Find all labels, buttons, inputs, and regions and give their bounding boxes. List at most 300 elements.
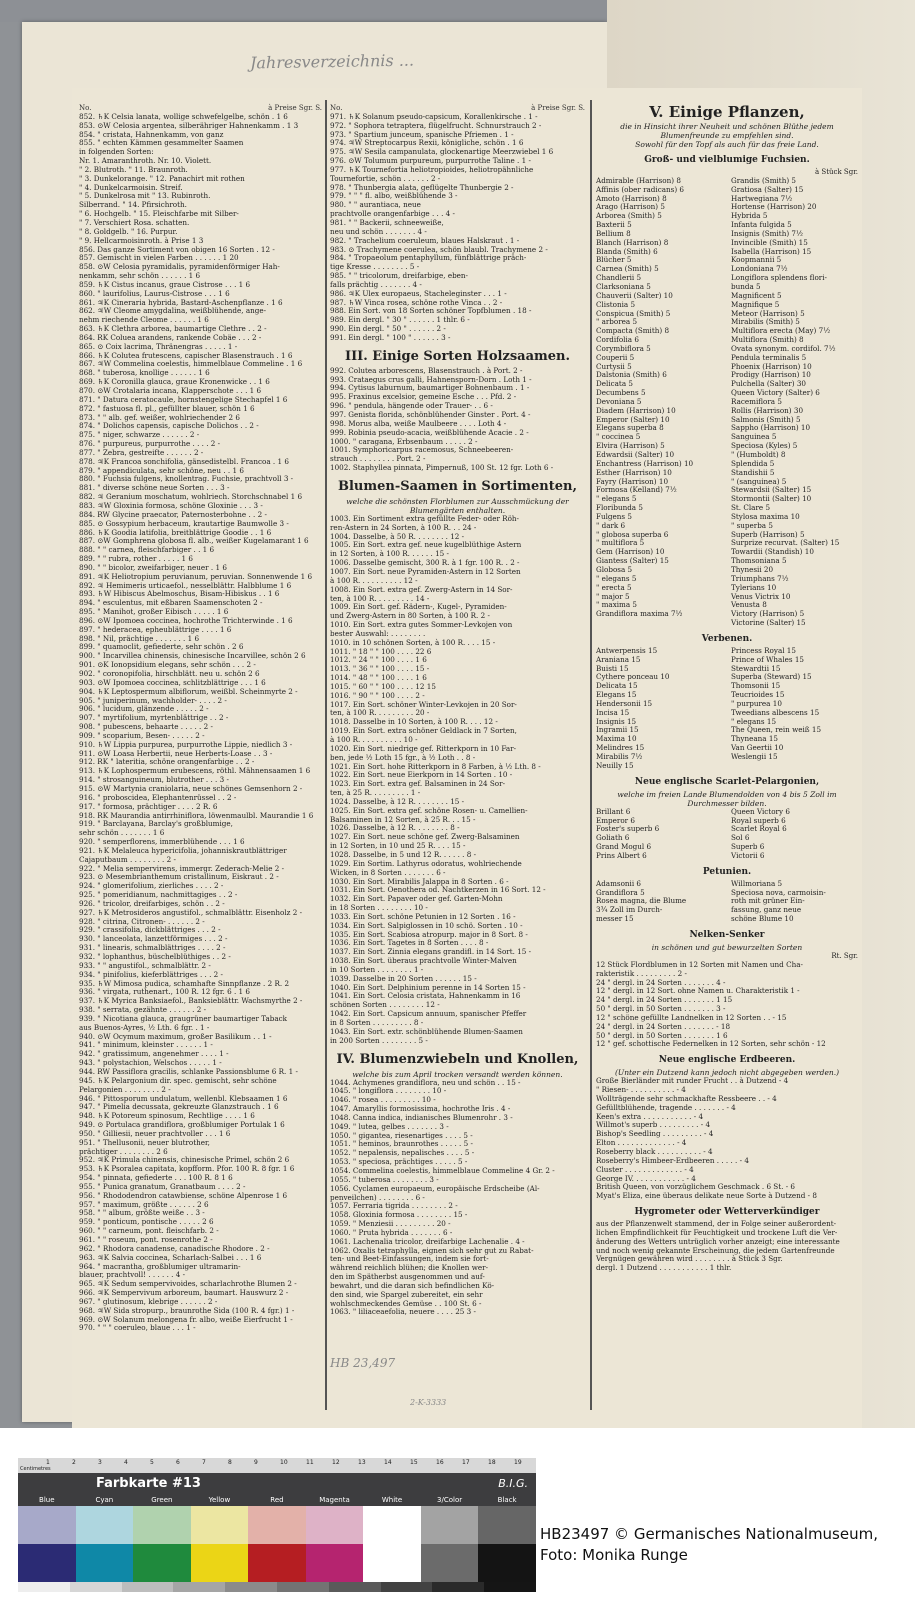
catalog-line: Maxima 10 bbox=[596, 734, 637, 744]
catalog-line: 1010. Ein Sort. extra gutes Sommer-Levkojen von bbox=[330, 620, 513, 630]
catalog-line: 988. Ein Sort. von 18 Sorten schöner Topfblumen . 18 - bbox=[330, 306, 532, 316]
catalog-line: 1048. Canna indica, indianisches Blumenrohr . 3 - bbox=[330, 1112, 513, 1122]
catalog-line: Nr. 1. Amaranthroth. Nr. 10. Violett. bbox=[79, 156, 212, 166]
catalog-line: 986. ♃K Ulex europaeus, Stacheleginster . . . 1 - bbox=[330, 288, 507, 298]
catalog-line: Melindres 15 bbox=[596, 743, 645, 753]
swatch-gray bbox=[432, 1582, 484, 1592]
catalog-line: Brillant 6 bbox=[596, 806, 631, 816]
fuchsien-right bbox=[731, 177, 858, 628]
ruler-tick-label: 2 bbox=[72, 1459, 76, 1466]
catalog-line: 1022. Ein Sort. neue Eierkporn in 14 Sorten . 10 - bbox=[330, 770, 513, 780]
catalog-line: Superba (Steward) 15 bbox=[731, 672, 812, 682]
catalog-line: 1016. " 90 " " 100 . . . . 2 - bbox=[330, 690, 425, 700]
catalog-line: " 8. Goldgelb. " 16. Purpur. bbox=[79, 226, 178, 236]
swatch-gray bbox=[329, 1582, 381, 1592]
section-4-title: IV. Blumenzwiebeln und Knollen, bbox=[336, 1051, 579, 1067]
catalog-line: Dalstonia (Smith) 6 bbox=[596, 370, 667, 380]
catalog-line: Teucrioides 15 bbox=[731, 690, 785, 700]
catalog-line: penveilchen) . . . . . . . . 6 - bbox=[330, 1192, 425, 1202]
catalog-line: Van Geertii 10 bbox=[731, 743, 784, 753]
swatch-label: Red bbox=[270, 1496, 284, 1504]
section-3-title: III. Einige Sorten Holzsaamen. bbox=[344, 348, 571, 364]
catalog-line: Admirable (Harrison) 8 bbox=[596, 175, 681, 185]
catalog-line: bunda 5 bbox=[731, 281, 761, 291]
catalog-line: Multiflora (Smith) 8 bbox=[731, 335, 804, 345]
catalog-line: Arborea (Smith) 5 bbox=[596, 211, 662, 221]
catalog-line: Hortense (Harrison) 20 bbox=[731, 202, 817, 212]
catalog-line: 890. " " bicolor, zweifarbiger, neuer . 1 6 bbox=[79, 562, 227, 572]
catalog-line: The Queen, rein weiß 15 bbox=[731, 725, 822, 735]
catalog-line: in 8 Sorten . . . . . . . . . 8 - bbox=[330, 1018, 424, 1027]
catalog-line: Enchantress (Harrison) 10 bbox=[596, 458, 694, 468]
catalog-line: 1025. Ein Sort. extra gef. schöne Rosen- u. Camellien- bbox=[330, 805, 528, 815]
catalog-line: Buisti 15 bbox=[596, 663, 629, 673]
catalog-line: Londoniana 7½ bbox=[731, 264, 788, 274]
catalog-line: 887. ⊙W Gomphrena globosa fl. alb., weißer Kugelamarant 1 6 bbox=[79, 536, 309, 546]
catalog-line: 917. " formosa, prächtiger . . . . 2 R. 6 bbox=[79, 801, 218, 811]
catalog-line: Thomsoniana 5 bbox=[731, 556, 787, 566]
catalog-line: Keen's extra . . . . . . . . . . . - 4 bbox=[596, 1111, 704, 1121]
swatch-row-light bbox=[18, 1506, 536, 1544]
catalog-line: 969. ⊙W Solanum melongena fr. albo, weiße Eierfrucht 1 - bbox=[79, 1314, 293, 1324]
swatch-gray bbox=[484, 1582, 536, 1592]
catalog-line: " 2. Blutroth. " 11. Braunroth. bbox=[79, 164, 188, 174]
catalog-line: St. Clare 5 bbox=[731, 503, 771, 513]
catalog-line: Ingramii 15 bbox=[596, 725, 639, 735]
catalog-line: änderung des Wetters untrüglich vorher anzeigt; eine interessante bbox=[596, 1236, 840, 1246]
catalog-line: 944. RW Passiflora gracilis, schlanke Passionsblume 6 R. 1 - bbox=[79, 1066, 298, 1076]
swatch-dark bbox=[306, 1544, 364, 1582]
catalog-line: in 12 Sorten, à 100 R. . . . . . 15 - bbox=[330, 549, 449, 559]
catalog-line: Blücher 5 bbox=[596, 255, 632, 265]
catalog-line: 1012. " 24 " " 100 . . . . 1 6 bbox=[330, 655, 427, 665]
credit-line-2: Foto: Monika Runge bbox=[540, 1546, 688, 1564]
catalog-line: 1006. Dasselbe gemischt, 300 R. à 1 fgr. 100 R. . 2 - bbox=[330, 558, 520, 568]
swatch-label: Cyan bbox=[95, 1496, 114, 1504]
catalog-line: 939. " Nicotiana glauca, graugrüner baumartiger Taback bbox=[79, 1013, 288, 1023]
catalog-line: strauch . . . . . . . . Port. 2 - bbox=[330, 454, 426, 464]
catalog-line: 881. " diverse schöne neue Sorten . . . 3 - bbox=[79, 483, 230, 493]
catalog-line: 979. " " " fl. albo, weißblühende 3 - bbox=[330, 191, 458, 201]
catalog-line: Emperor 6 bbox=[596, 815, 635, 825]
catalog-line: Magnificent 5 bbox=[731, 290, 782, 300]
ruler-tick-label: 5 bbox=[150, 1459, 154, 1466]
swatch-labels bbox=[18, 1495, 536, 1506]
catalog-line: 1046. " rosea . . . . . . . . . 10 - bbox=[330, 1095, 436, 1105]
catalog-line: Esther (Harrison) 10 bbox=[596, 467, 672, 477]
catalog-line: ten, à 100 R. . . . . . . . . 20 - bbox=[330, 708, 430, 718]
catalog-line: 1037. Ein Sort. Zinnia elegans grandifl. in 14 Sort. 15 - bbox=[330, 947, 532, 957]
catalog-line: 877. " Zebra, gestreifte . . . . . . 2 - bbox=[79, 447, 204, 457]
catalog-line: 1027. Ein Sort. neue schöne gef. Zwerg-Balsaminen bbox=[330, 832, 520, 842]
catalog-line: 859. ♄K Cistus incanus, graue Cistrose . . . 1 6 bbox=[79, 279, 251, 289]
catalog-line: 991. Ein dergl. " 100 " . . . . . . 3 - bbox=[330, 332, 451, 342]
catalog-line: Victory (Harrison) 5 bbox=[731, 609, 805, 619]
catalog-line: Incisa 15 bbox=[596, 707, 630, 717]
section-5-sub1: die in Hinsicht ihrer Neuheit und schönen Blüthe jedem Blumenfreunde zu empfehlen sind. bbox=[620, 122, 834, 140]
catalog-line: Queen Victory (Salter) 6 bbox=[731, 388, 820, 398]
catalog-line: Prince of Whales 15 bbox=[731, 654, 805, 664]
petunien-left bbox=[596, 880, 723, 924]
catalog-line: 992. Colutea arborescens, Blasenstrauch . à Port. 2 - bbox=[330, 365, 523, 375]
catalog-line: Surprize recurvat. (Salter) 15 bbox=[731, 538, 840, 548]
catalog-line: Tweedians albescens 15 bbox=[731, 707, 820, 717]
catalog-line: " maxima 5 bbox=[596, 600, 638, 610]
catalog-line: Araniana 15 bbox=[596, 654, 641, 664]
verbenen-left bbox=[596, 647, 723, 771]
catalog-line: 1033. Ein Sort. schöne Petunien in 12 Sorten . 16 - bbox=[330, 911, 516, 921]
ruler-tick-label: 13 bbox=[358, 1459, 366, 1466]
catalog-line: 1041. Ein Sort. Celosia cristata, Hahnenkamm in 16 bbox=[330, 991, 521, 1001]
swatch-dark bbox=[363, 1544, 421, 1582]
catalog-line: George IV. . . . . . . . . . . . - 4 bbox=[596, 1173, 696, 1183]
swatch-gray bbox=[70, 1582, 122, 1592]
catalog-line: 1026. Dasselbe, à 12 R. . . . . . . . 8 - bbox=[330, 823, 460, 833]
catalog-line: Superb (Harrison) 5 bbox=[731, 529, 805, 539]
swatch-label: Yellow bbox=[208, 1496, 231, 1504]
catalog-line: 1040. Ein Sort. Delphinium perenne in 14 Sorten 15 - bbox=[330, 982, 526, 992]
catalog-line: Emperor (Salter) 10 bbox=[596, 414, 670, 424]
catalog-line: 903. ⊙W Ipomoea coccinea, schlitzblättrige . . . 1 6 bbox=[79, 677, 266, 687]
section-4-sub: welche bis zum April trocken versandt werden können. bbox=[352, 1069, 563, 1079]
catalog-line: falls prächtig . . . . . . . 4 - bbox=[330, 279, 422, 289]
catalog-line: 883. ♃W Gloxinia formosa, schöne Gloxinie . . . 3 - bbox=[79, 500, 263, 510]
catalog-line: 896. ⊙W Ipomoea coccinea, hochrothe Trichterwinde . 1 6 bbox=[79, 615, 293, 625]
catalog-line: Pendula terminalis 5 bbox=[731, 352, 807, 362]
catalog-line: 886. ♄K Goodia latifolia, breitblättrige Goodie . . 1 6 bbox=[79, 527, 272, 537]
catalog-line: 951. " Thellusonii, neuer blutrother, bbox=[79, 1137, 210, 1147]
catalog-line: British Queen, von vorzüglichem Geschmack . 6 St. - 6 bbox=[596, 1182, 795, 1192]
swatch-light bbox=[133, 1506, 191, 1544]
catalog-line: Tylerians 10 bbox=[731, 582, 777, 592]
catalog-line: 879. " appendiculata, sehr schöne, neu . . 1 6 bbox=[79, 465, 244, 475]
catalog-line: Salmonis (Smith) 5 bbox=[731, 414, 801, 424]
catalog-line: Decumbens 5 bbox=[596, 388, 646, 398]
catalog-line: und Zwerg-Astern in 80 Sorten, à 100 R. 2 - bbox=[330, 611, 490, 621]
catalog-line: 1023. Ein Sort. extra gef. Balsaminen in 24 Sor- bbox=[330, 779, 506, 789]
catalog-line: Blanch (Harrison) 8 bbox=[596, 237, 669, 247]
catalog-line: Edwardsii (Salter) 10 bbox=[596, 450, 675, 459]
catalog-line: 977. ♄K Tournefortia heliotropioides, heliotropähnliche bbox=[330, 164, 534, 174]
catalog-line: 957. " maximum, größte . . . . . . 2 6 bbox=[79, 1199, 209, 1209]
catalog-line: 924. " glomerifolium, zierliches . . . . 2 - bbox=[79, 881, 224, 891]
catalog-line: Willmoriana 5 bbox=[731, 878, 783, 888]
catalog-line: " 3. Dunkelorange. " 12. Panachirt mit rothen bbox=[79, 173, 245, 183]
catalog-line: 947. " Pimelia decussata, gekreuzte Glanzstrauch . 1 6 bbox=[79, 1102, 279, 1112]
catalog-line: Corymbiflora 5 bbox=[596, 343, 651, 353]
pelargonien-sub: welche im freien Lande Blumendolden von 4 bis 5 Zoll im Durchmesser bilden. bbox=[617, 789, 837, 808]
catalog-line: 928. " citrina, Citronen- . . . . . . 2 - bbox=[79, 916, 205, 926]
catalog-line: Compacta (Smith) 8 bbox=[596, 326, 670, 336]
catalog-line: Ovata synonym. cordifol. 7½ bbox=[731, 343, 836, 353]
catalog-line: " 7. Verschiert Rosa. schatten. bbox=[79, 217, 190, 227]
photo-credit bbox=[540, 1524, 878, 1566]
catalog-line: 932. " lophanthus, büschelblüthiges . . 2 - bbox=[79, 952, 231, 961]
catalog-line: 1007. Ein Sort. neue Pyramiden-Astern in 12 Sorten bbox=[330, 566, 521, 576]
catalog-line: 872. " fastuosa fl. pl., gefüllter blauer, schön 1 6 bbox=[79, 403, 255, 413]
fuchsien-price-head: à Stück Sgr. bbox=[815, 168, 858, 176]
catalog-line: Antwerpensis 15 bbox=[596, 645, 658, 655]
catalog-line: 857. Gemischt in vielen Farben . . . . . . 1 20 bbox=[79, 253, 239, 263]
catalog-line: 1063. " liliaceaefolia, neuere . . . . 25 3 - bbox=[330, 1307, 476, 1317]
column-divider-2 bbox=[590, 100, 592, 1410]
catalog-line: 940. ⊙W Ocymum maximum, großer Basilikum . . 1 - bbox=[79, 1031, 272, 1041]
catalog-line: 1045. " longiflora . . . . . . . . 10 - bbox=[330, 1086, 447, 1096]
catalog-line: 962. " Rhodora canadense, canadische Rhodore . 2 - bbox=[79, 1243, 270, 1253]
catalog-line: 889. " " rubra, rother . . . . . 1 6 bbox=[79, 554, 193, 564]
catalog-line: Silberrand. " 14. Pfirsichroth. bbox=[79, 200, 187, 210]
catalog-line: Neuilly 15 bbox=[596, 760, 634, 770]
catalog-line: Longiflora splendens flori- bbox=[731, 273, 827, 283]
catalog-line: 985. " " tricolorum, dreifarbige, eben- bbox=[330, 271, 468, 281]
catalog-line: 998. Morus alba, weiße Maulbeere . . . . Loth 4 - bbox=[330, 418, 507, 428]
ruler-tick-label: 6 bbox=[176, 1459, 180, 1466]
swatch-label: 3/Color bbox=[437, 1496, 463, 1504]
catalog-line: Isabella (Harrison) 15 bbox=[731, 246, 812, 256]
catalog-line: wohlschmeckendes Gemüse . . 100 St. 6 - bbox=[330, 1298, 482, 1308]
catalog-line: Standishii 5 bbox=[731, 467, 775, 477]
pelargonien-right bbox=[731, 808, 858, 861]
catalog-line: 902. " coronopifolia, hirschblätt. neu u. schön 2 6 bbox=[79, 669, 260, 678]
catalog-line: 24 " dergl. in 24 Sorten . . . . . . . 1 15 bbox=[596, 995, 733, 1005]
catalog-line: 1019. Ein Sort. extra schöner Geldlack in 7 Sorten, bbox=[330, 726, 517, 736]
swatch-gray bbox=[225, 1582, 277, 1592]
catalog-line: 943. " polystachion, Welschos . . . . . 1 - bbox=[79, 1058, 222, 1068]
catalog-line: Vergnügen gewähren wird . . . . . . . . à Stück 3 Sgr. bbox=[596, 1254, 783, 1264]
catalog-line: 905. " juniperinum, wachholder- . . . . 2 - bbox=[79, 695, 227, 705]
catalog-line: 1031. Ein Sort. Oenothera od. Nachtkerzen in 16 Sort. 12 - bbox=[330, 885, 546, 895]
catalog-line: Affinis (ober radicans) 6 bbox=[596, 184, 684, 194]
catalog-line: den im Spätherbst ausgenommen und auf- bbox=[330, 1272, 485, 1282]
catalog-line: 971. ♄K Solanum pseudo-capsicum, Korallenkirsche . 1 - bbox=[330, 111, 538, 121]
catalog-line: 854. " cristata, Hahnenkamm, von ganz bbox=[79, 129, 224, 139]
catalog-line: 973. " Spartium junceum, spanische Pfriemen . 1 - bbox=[330, 129, 514, 139]
nelken-list bbox=[596, 961, 858, 1049]
swatch-light bbox=[191, 1506, 249, 1544]
catalog-line: Clistonia 5 bbox=[596, 299, 636, 309]
ruler-tick-label: 16 bbox=[436, 1459, 444, 1466]
catalog-line: 919. " Barclayana, Barclay's großblumige, bbox=[79, 819, 233, 829]
catalog-line: " dark 6 bbox=[596, 520, 626, 530]
catalog-line: Invincible (Smith) 15 bbox=[731, 237, 808, 247]
catalog-line: Bellium 8 bbox=[596, 228, 631, 238]
catalog-line: 955. " Punica granatum, Granatbaum . . . . 2 - bbox=[79, 1181, 246, 1191]
catalog-line: 885. ⊙ Gossypium herbaceum, krautartige Baumwolle 3 - bbox=[79, 518, 289, 528]
catalog-line: Wicken, in 8 Sorten . . . . . . . 6 - bbox=[330, 867, 446, 877]
catalog-line: 937. ♄K Myrica Banksiaefol., Banksieblättr. Wachsmyrthe 2 - bbox=[79, 996, 303, 1006]
catalog-line: Conspicua (Smith) 5 bbox=[596, 308, 671, 318]
column-divider-1 bbox=[325, 100, 327, 1410]
catalog-line: Princess Royal 15 bbox=[731, 645, 796, 655]
catalog-line: Delicata 5 bbox=[596, 379, 633, 389]
swatch-gray bbox=[18, 1582, 70, 1592]
catalog-line: 1032. Ein Sort. Papaver oder gef. Garten-Mohn bbox=[330, 894, 503, 904]
catalog-line: Stylosa maxima 10 bbox=[731, 511, 800, 521]
catalog-line: roth mit grüner Ein- bbox=[731, 896, 805, 906]
catalog-line: 1000. " caragana, Erbsenbaum . . . . . 2 - bbox=[330, 436, 478, 446]
catalog-line: Stewardtii 15 bbox=[731, 663, 781, 673]
catalog-line: Bishop's Seedling . . . . . . . . . - 4 bbox=[596, 1129, 714, 1139]
catalog-line: Cythere ponceau 10 bbox=[596, 672, 670, 682]
catalog-line: 926. " tricolor, dreifarbiges, schön . . 2 - bbox=[79, 898, 225, 908]
catalog-line: 24 " dergl. in 24 Sorten . . . . . . . - 18 bbox=[596, 1021, 731, 1031]
catalog-line: 994. Cytisus laburnum, baumartiger Bohnenbaum . 1 - bbox=[330, 383, 530, 393]
catalog-line: 984. " Tropaeolum pentaphyllum, fünfblättrige präch- bbox=[330, 253, 527, 263]
catalog-line: 864. RK Coluea arandens, rankende Cobäe . . . 2 - bbox=[79, 332, 262, 342]
catalog-line: ren-Astern in 24 Sorten, à 100 R. . . 24 - bbox=[330, 522, 477, 532]
catalog-line: schöne Blume 10 bbox=[731, 914, 794, 924]
catalog-line: 978. " Thunbergia alata, geflügelte Thunbergie 2 - bbox=[330, 182, 514, 192]
catalog-line: 954. " pinnata, gefiederte . . . 100 R. 8 1 6 bbox=[79, 1173, 233, 1183]
catalog-line: 961. " " roseum, pont. rosenrothe 2 - bbox=[79, 1235, 213, 1244]
catalog-line: 995. Fraxinus excelsior, gemeine Esche . . . Pfd. 2 - bbox=[330, 392, 517, 402]
catalog-line: Infanta fulgida 5 bbox=[731, 220, 792, 230]
catalog-line: 1001. Symphoricarpus racemosus, Schneebeeren- bbox=[330, 445, 514, 455]
col2d-list bbox=[330, 1079, 585, 1318]
hygrometer-title: Hygrometer oder Wetterverkündiger bbox=[634, 1207, 820, 1218]
catalog-line: fassung, ganz neue bbox=[731, 905, 802, 915]
catalog-line: 1020. Ein Sort. niedrige gef. Ritterkporn in 10 Far- bbox=[330, 743, 517, 753]
swatch-dark bbox=[76, 1544, 134, 1582]
ruler-tick-label: 7 bbox=[202, 1459, 206, 1466]
ruler-tick-label: 18 bbox=[488, 1459, 496, 1466]
catalog-line: 1049. " lutea, gelbes . . . . . . . 3 - bbox=[330, 1121, 449, 1131]
catalog-line: 861. ♃K Cineraria hybrida, Bastard-Aschenpflanze . 1 6 bbox=[79, 297, 283, 307]
catalog-line: 852. ♄K Celsia lanata, wollige schwefelgelbe, schön . 1 6 bbox=[79, 111, 288, 121]
catalog-line: 1002. Staphyllea pinnata, Pimpernuß, 100 St. 12 fgr. Loth 6 - bbox=[330, 463, 554, 473]
catalog-line: Gratiosa (Salter) 15 bbox=[731, 184, 804, 194]
catalog-line: Globosa 5 bbox=[596, 564, 633, 574]
catalog-line: Rollis (Harrison) 30 bbox=[731, 405, 804, 415]
catalog-line: 894. " esculentus, mit eßbaren Saamenschoten 2 - bbox=[79, 598, 263, 608]
erdbeeren-title: Neue englische Erdbeeren. bbox=[658, 1055, 796, 1066]
catalog-line: 855. " echten Kämmen gesammelter Saamen bbox=[79, 138, 244, 148]
catalog-line: 963. ♃K Salvia coccinea, Scharlach-Salbei . . . 1 6 bbox=[79, 1252, 262, 1262]
catalog-line: 863. ♄K Clethra arborea, baumartige Clethre . . 2 - bbox=[79, 324, 267, 334]
erdbeeren-sub: (Unter ein Dutzend kann jedoch nicht abgegeben werden.) bbox=[614, 1068, 840, 1078]
catalog-line: 1034. Ein Sort. Salpiglossen in 10 schö. Sorten . 10 - bbox=[330, 920, 523, 930]
catalog-line: 860. " laurifolius, Laurus-Cistrose . . . 1 6 bbox=[79, 288, 230, 298]
catalog-line: 956. " Rhododendron catawbiense, schöne Alpenrose 1 6 bbox=[79, 1190, 288, 1200]
column-left bbox=[79, 104, 322, 1333]
catalog-line: 1018. Dasselbe in 10 Sorten, à 100 R. . . . 12 - bbox=[330, 717, 498, 727]
catalog-line: neu und schön . . . . . . . 4 - bbox=[330, 226, 427, 236]
catalog-line: 1014. " 48 " " 100 . . . . 1 6 bbox=[330, 673, 427, 683]
ruler-tick-label: 4 bbox=[124, 1459, 128, 1466]
catalog-line: 975. ♃W Sesila campanulata, glockenartige Meerzwiebel 1 6 bbox=[330, 147, 554, 157]
catalog-line: 933. " " angustifol., schmalblättr. 2 - bbox=[79, 960, 211, 970]
catalog-line: 865. ⊙ Coix lacrima, Thränengras . . . . . 1 - bbox=[79, 341, 238, 351]
catalog-line: 945. ♄K Pelargonium dir. spec. gemischt, sehr schöne bbox=[79, 1075, 277, 1085]
catalog-line: Victorii 6 bbox=[731, 850, 765, 860]
catalog-line: 897. " hederacea, epheublättrige . . . . 1 6 bbox=[79, 624, 232, 634]
catalog-line: 870. ⊙W Crotalaria incana, Klapperschote . . . 1 6 bbox=[79, 386, 262, 395]
catalog-line: à 100 R. . . . . . . . . . 12 - bbox=[330, 575, 418, 585]
catalog-line: 866. ♄K Colutea frutescens, capischer Blasenstrauch . 1 6 bbox=[79, 350, 293, 360]
pencil-note-top: Jahresverzeichnis ... bbox=[249, 50, 415, 73]
catalog-line: Speciosa nova, carmoisin- bbox=[731, 887, 826, 897]
swatch-label: White bbox=[381, 1496, 403, 1504]
catalog-line: 910. ♄W Lippia purpurea, purpurrothe Lippie, niedlich 3 - bbox=[79, 739, 293, 749]
catalog-line: Fulgens 5 bbox=[596, 511, 632, 521]
catalog-line: 1039. Dasselbe in 20 Sorten . . . . . . 15 - bbox=[330, 973, 477, 983]
catalog-line: 967. " glutinosum, klebrige . . . . . . 2 - bbox=[79, 1296, 218, 1306]
catalog-line: Sappho (Harrison) 10 bbox=[731, 423, 811, 433]
ruler-tick-label: 15 bbox=[410, 1459, 418, 1466]
swatch-gray bbox=[122, 1582, 174, 1592]
catalog-line: ten- und Beet-Einfassungen, indem sie fort- bbox=[330, 1254, 489, 1264]
catalog-line: Stormontii (Salter) 10 bbox=[731, 494, 812, 504]
catalog-line: 1043. Ein Sort. extr. schönblühende Blumen-Saamen bbox=[330, 1026, 523, 1036]
catalog-line: Mirabilis 7½ bbox=[596, 752, 643, 761]
nelken-title: Nelken-Senker bbox=[689, 929, 765, 940]
catalog-line: 949. ⊙ Portulaca grandiflora, großblumiger Portulak 1 6 bbox=[79, 1120, 285, 1130]
swatch-dark bbox=[248, 1544, 306, 1582]
catalog-line: ten, à 100 R. . . . . . . . . 14 - bbox=[330, 593, 430, 603]
catalog-line: dergl. 1 Dutzend . . . . . . . . . . . 1 thlr. bbox=[596, 1263, 732, 1273]
catalog-line: 1050. " gigantea, riesenartiges . . . . 5 - bbox=[330, 1130, 473, 1140]
catalog-line: Queen Victory 6 bbox=[731, 806, 790, 816]
swatch-gray bbox=[381, 1582, 433, 1592]
catalog-line: 3¾ Zoll im Durch- bbox=[596, 905, 663, 915]
catalog-line: " arborea 5 bbox=[596, 317, 638, 327]
catalog-line: und noch wenig gekannte Erscheinung, die jedem Gartenfreunde bbox=[596, 1245, 835, 1255]
catalog-line: 1054. Commelina coelestis, himmelblaue Commeline 4 Gr. 2 - bbox=[330, 1165, 555, 1175]
catalog-line: Blanda (Smith) 6 bbox=[596, 246, 658, 256]
catalog-line: in 12 Sorten, in 10 und 25 R. . . . 15 - bbox=[330, 841, 466, 851]
catalog-line: 918. RK Maurandia antirrhiniflora, löwenmaulbl. Maurandie 1 6 bbox=[79, 810, 314, 820]
catalog-line: Koopmannii 5 bbox=[731, 255, 782, 265]
catalog-line: 12 " gef. schottische Federnelken in 12 Sorten, sehr schön - 12 bbox=[596, 1039, 826, 1049]
petunien-table bbox=[596, 880, 858, 924]
catalog-line: Elvira (Harrison) 5 bbox=[596, 441, 665, 451]
catalog-line: 996. " pendula, hängende oder Trauer- . . 6 - bbox=[330, 401, 493, 411]
catalog-line: 867. ♃W Commelina coelestis, himmelblaue Commeline . 1 6 bbox=[79, 359, 303, 369]
swatch-light bbox=[363, 1506, 421, 1544]
catalog-line: " globosa superba 6 bbox=[596, 529, 669, 539]
catalog-line: 1013. " 36 " " 100 . . . . 15 - bbox=[330, 664, 430, 674]
catalog-line: 1003. Ein Sortiment extra gefüllte Feder- oder Röh- bbox=[330, 513, 519, 523]
fuchsien-title: Groß- und vielblumige Fuchsien. bbox=[644, 155, 810, 165]
catalog-line: Prins Albert 6 bbox=[596, 850, 647, 860]
catalog-line: Curtysii 5 bbox=[596, 361, 632, 371]
catalog-line: 914. " strosanguineum, blutrother . . . 3 - bbox=[79, 775, 229, 785]
catalog-line: 892. ♃ Hemimeris urticaefol., nesselblättr. Halbblume 1 6 bbox=[79, 580, 292, 590]
card-brand: B.I.G. bbox=[498, 1477, 528, 1490]
catalog-line: Hendersonii 15 bbox=[596, 698, 653, 708]
catalog-line: Weslengii 15 bbox=[731, 752, 778, 761]
catalog-line: 990. Ein dergl. " 50 " . . . . . . 2 - bbox=[330, 324, 446, 334]
swatch-label: Black bbox=[497, 1496, 517, 1504]
swatch-light bbox=[478, 1506, 536, 1544]
verbenen-title: Verbenen. bbox=[701, 633, 753, 644]
catalog-line: " elegans 5 bbox=[596, 573, 637, 583]
catalog-line: Elegans superba 8 bbox=[596, 423, 664, 433]
catalog-line: 868. " tuberosa, knollige . . . . . . 1 6 bbox=[79, 368, 210, 378]
swatch-gray bbox=[173, 1582, 225, 1592]
card-title-bar bbox=[18, 1473, 536, 1495]
catalog-line: 976. ⊙W Tolumum purpureum, purpurrothe Taline . 1 - bbox=[330, 156, 531, 166]
catalog-line: " multiflora 5 bbox=[596, 538, 645, 548]
catalog-line: 965. ♃K Sedum sempervivoides, scharlachrothe Blumen 2 - bbox=[79, 1279, 297, 1289]
catalog-line: 853. ⊙W Celosia argentea, silberähriger Hahnenkamm . 1 3 bbox=[79, 120, 299, 130]
catalog-line: " superba 5 bbox=[731, 520, 773, 530]
catalog-line: " elegans 5 bbox=[596, 494, 637, 504]
col-header-no: No. bbox=[79, 104, 92, 112]
catalog-line: 858. ⊙W Celosia pyramidalis, pyramidenförmiger Hah- bbox=[79, 262, 280, 272]
catalog-line: Stewardsii (Salter) 15 bbox=[731, 485, 812, 495]
catalog-line: " 9. Hellcarmoisinroth. à Prise 1 3 bbox=[79, 235, 204, 245]
